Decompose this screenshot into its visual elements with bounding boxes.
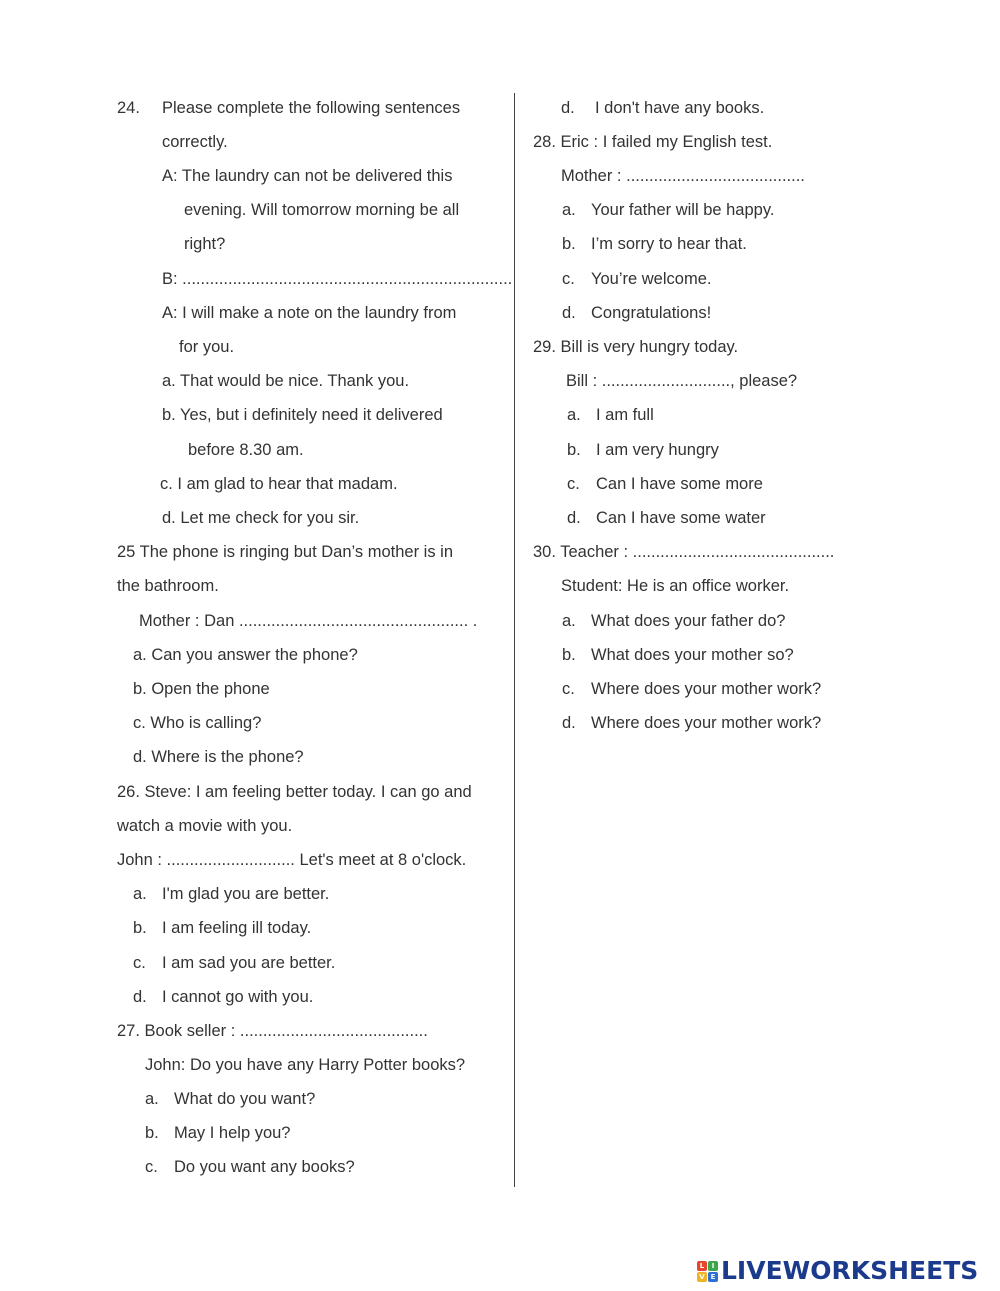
- q24-dialog-a2-line-1: A: I will make a note on the laundry from: [162, 304, 457, 322]
- q26-option-a[interactable]: I'm glad you are better.: [162, 885, 330, 903]
- q24-option-c[interactable]: c. I am glad to hear that madam.: [160, 475, 398, 493]
- logo-tile-l: L: [697, 1261, 707, 1271]
- q30-option-d-letter: d.: [562, 714, 576, 732]
- q27-option-b-letter: b.: [145, 1124, 159, 1142]
- q30-option-c-letter: c.: [562, 680, 575, 698]
- q30-option-c[interactable]: Where does your mother work?: [591, 680, 822, 698]
- q25-option-d[interactable]: d. Where is the phone?: [133, 748, 304, 766]
- q28-option-b-letter: b.: [562, 235, 576, 253]
- q28-option-c[interactable]: You’re welcome.: [591, 270, 712, 288]
- q30-option-d[interactable]: Where does your mother work?: [591, 714, 822, 732]
- q28-option-b[interactable]: I’m sorry to hear that.: [591, 235, 747, 253]
- q24-option-d[interactable]: d. Let me check for you sir.: [162, 509, 360, 527]
- q27-option-c-letter: c.: [145, 1158, 158, 1176]
- q26-line-1: 26. Steve: I am feeling better today. I can go and: [117, 783, 472, 801]
- logo-tiles-icon: [697, 1261, 718, 1282]
- q29-option-a-letter: a.: [567, 406, 581, 424]
- q30-option-a[interactable]: What does your father do?: [591, 612, 786, 630]
- q27-dialog: John: Do you have any Harry Potter books?: [145, 1056, 466, 1074]
- q29-option-d-letter: d.: [567, 509, 581, 527]
- q24-dialog-a-line-2: evening. Will tomorrow morning be all: [184, 201, 460, 219]
- q28-option-c-letter: c.: [562, 270, 575, 288]
- q29-option-b[interactable]: I am very hungry: [596, 441, 719, 459]
- q25-option-c[interactable]: c. Who is calling?: [133, 714, 262, 732]
- q29-line-1: 29. Bill is very hungry today.: [533, 338, 739, 356]
- q29-option-d[interactable]: Can I have some water: [596, 509, 766, 527]
- q25-line-1: 25 The phone is ringing but Dan’s mother is in: [117, 543, 454, 561]
- q27-option-c[interactable]: Do you want any books?: [174, 1158, 355, 1176]
- q28-dialog: Mother : .......................................: [561, 167, 805, 185]
- q26-dialog: John : ............................ Let's meet at 8 o'clock.: [117, 851, 467, 869]
- q30-option-a-letter: a.: [562, 612, 576, 630]
- q29-dialog: Bill : ............................, please?: [566, 372, 798, 390]
- q26-option-c-letter: c.: [133, 954, 146, 972]
- liveworksheets-logo[interactable]: [697, 1257, 978, 1285]
- q26-option-c[interactable]: I am sad you are better.: [162, 954, 336, 972]
- q29-option-b-letter: b.: [567, 441, 581, 459]
- q25-option-b[interactable]: b. Open the phone: [133, 680, 270, 698]
- q27-line-1: 27. Book seller : .........................................: [117, 1022, 428, 1040]
- q30-line-1: 30. Teacher : ............................................: [533, 543, 835, 561]
- q28-option-a[interactable]: Your father will be happy.: [591, 201, 775, 219]
- column-divider: [514, 93, 515, 1187]
- q24-option-a[interactable]: a. That would be nice. Thank you.: [162, 372, 410, 390]
- q26-option-d[interactable]: I cannot go with you.: [162, 988, 314, 1006]
- q26-option-b-letter: b.: [133, 919, 147, 937]
- q30-dialog: Student: He is an office worker.: [561, 577, 790, 595]
- q26-line-2: watch a movie with you.: [117, 817, 293, 835]
- q28-option-d[interactable]: Congratulations!: [591, 304, 712, 322]
- q27-option-d[interactable]: I don't have any books.: [595, 99, 765, 117]
- q24-dialog-a-line-3: right?: [184, 235, 226, 253]
- q30-option-b-letter: b.: [562, 646, 576, 664]
- q29-option-c-letter: c.: [567, 475, 580, 493]
- q25-option-a[interactable]: a. Can you answer the phone?: [133, 646, 358, 664]
- q26-option-d-letter: d.: [133, 988, 147, 1006]
- q24-dialog-b-blank: B: ........................................................................: [162, 270, 513, 288]
- q28-option-d-letter: d.: [562, 304, 576, 322]
- q24-number: 24.: [117, 99, 140, 117]
- q27-option-b[interactable]: May I help you?: [174, 1124, 291, 1142]
- logo-text: LIVEWORKSHEETS: [721, 1256, 979, 1285]
- q24-prompt-line-2: correctly.: [162, 133, 228, 151]
- q27-option-d-letter: d.: [561, 99, 575, 117]
- q29-option-c[interactable]: Can I have some more: [596, 475, 763, 493]
- q25-line-2: the bathroom.: [117, 577, 219, 595]
- q26-option-a-letter: a.: [133, 885, 147, 903]
- q24-dialog-a-line-1: A: The laundry can not be delivered this: [162, 167, 453, 185]
- logo-tile-i: I: [708, 1261, 718, 1271]
- q24-dialog-a2-line-2: for you.: [179, 338, 235, 356]
- logo-tile-v: V: [697, 1272, 707, 1282]
- q29-option-a[interactable]: I am full: [596, 406, 654, 424]
- q24-option-b-line-2: before 8.30 am.: [188, 441, 304, 459]
- q28-option-a-letter: a.: [562, 201, 576, 219]
- q28-line-1: 28. Eric : I failed my English test.: [533, 133, 773, 151]
- logo-tile-e: E: [708, 1272, 718, 1282]
- q24-option-b-line-1[interactable]: b. Yes, but i definitely need it delivered: [162, 406, 443, 424]
- q24-prompt-line-1: Please complete the following sentences: [162, 99, 461, 117]
- q25-dialog: Mother : Dan .................................................. .: [139, 612, 478, 630]
- q27-option-a[interactable]: What do you want?: [174, 1090, 316, 1108]
- q27-option-a-letter: a.: [145, 1090, 159, 1108]
- q26-option-b[interactable]: I am feeling ill today.: [162, 919, 312, 937]
- q30-option-b[interactable]: What does your mother so?: [591, 646, 794, 664]
